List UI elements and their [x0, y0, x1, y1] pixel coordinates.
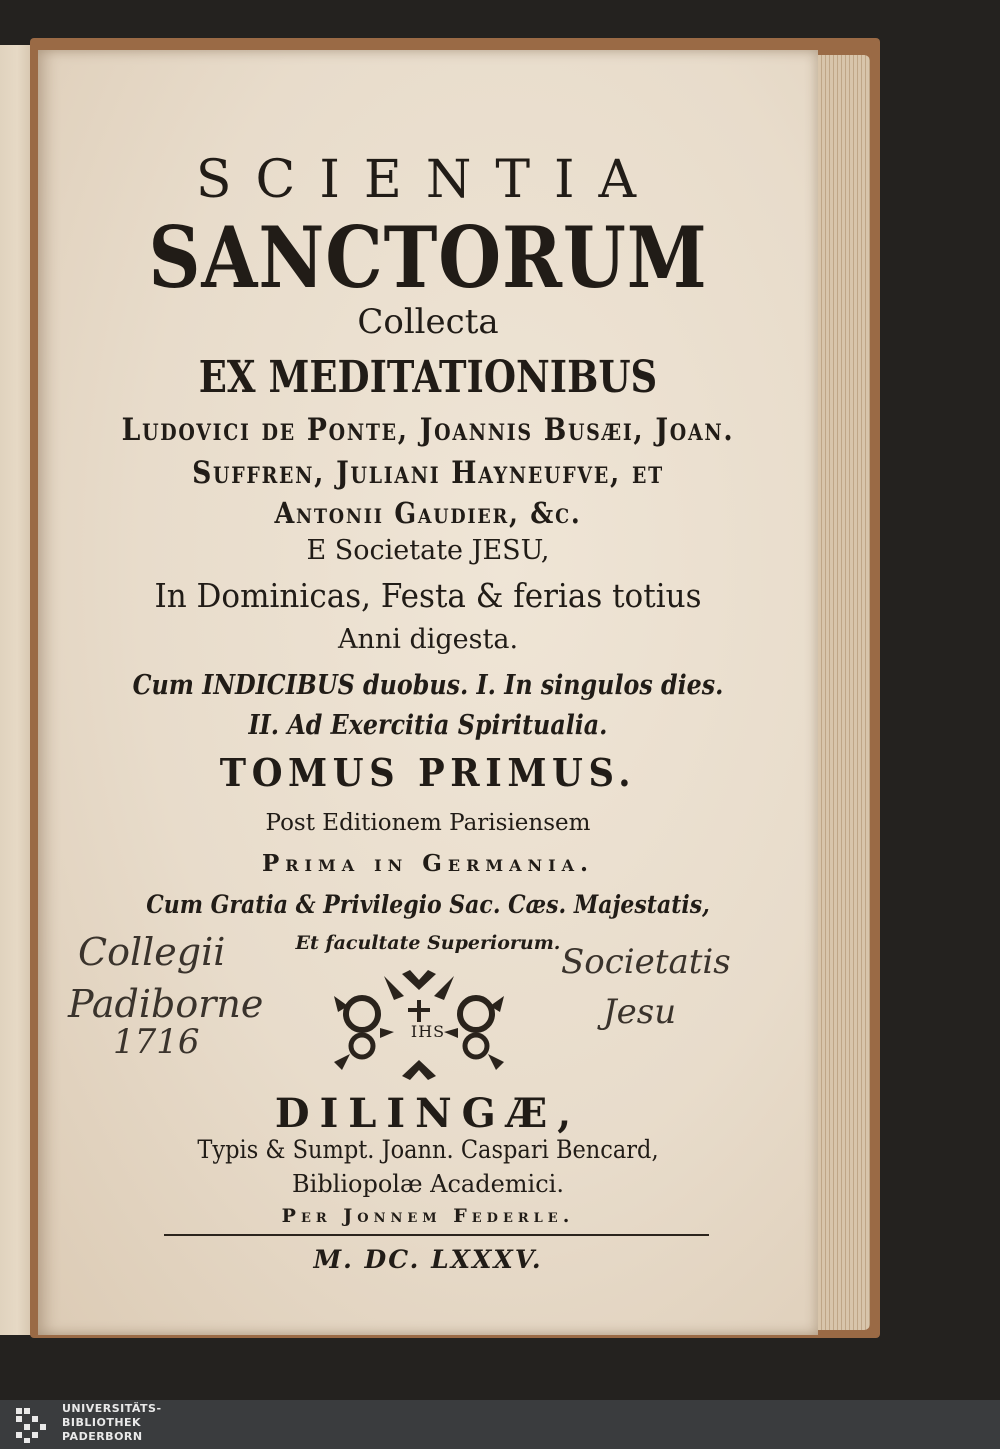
- library-footer-bar: [0, 1400, 1000, 1449]
- library-name: [62, 1402, 162, 1444]
- title-line-meditationibus: EX MEDITATIONIBUS: [198, 352, 658, 403]
- library-name-line-1: UNIVERSITÄTS-: [62, 1402, 162, 1415]
- title-line-scientia: SCIENTIA: [195, 150, 661, 210]
- title-line-collecta: Collecta: [357, 302, 499, 342]
- title-block: [38, 50, 818, 1335]
- printer-line-2: Bibliopolæ Academici.: [292, 1170, 564, 1198]
- handwriting-societatis: Societatis: [561, 942, 731, 982]
- authors-line-2: Suffren, Juliani Hayneufve, et: [192, 455, 664, 491]
- handwriting-jesu: Jesu: [603, 992, 677, 1032]
- year-line: M. DC. LXXXV.: [313, 1245, 543, 1274]
- privilegio-line: Cum Gratia & Privilegio Sac. Cæs. Majestatis,: [146, 890, 710, 919]
- handwriting-year: 1716: [113, 1022, 200, 1062]
- indicibus-line: Cum INDICIBUS duobus. I. In singulos dies.: [132, 670, 724, 701]
- library-name-line-2: BIBLIOTHEK: [62, 1416, 142, 1429]
- authors-line-3: Antonii Gaudier, &c.: [274, 496, 582, 530]
- authors-line-1: Ludovici de Ponte, Joannis Busæi, Joan.: [121, 412, 735, 448]
- title-line-sanctorum: SANCTORUM: [148, 208, 708, 307]
- printer-line-3: Per Jonnem Federle.: [281, 1205, 575, 1227]
- societate-line: E Societate JESU,: [306, 535, 550, 566]
- printer-line-1: Typis & Sumpt. Joann. Caspari Bencard,: [197, 1135, 659, 1164]
- handwriting-collegii: Collegii: [78, 930, 226, 974]
- handwriting-padiborne: Padiborne: [68, 982, 264, 1026]
- title-page: [38, 50, 818, 1335]
- library-logo-icon: [14, 1406, 50, 1444]
- facultate-line: Et facultate Superiorum.: [295, 932, 561, 954]
- emblem-ihs-text: IHS: [410, 1022, 446, 1041]
- tomus-primus: TOMUS PRIMUS.: [219, 750, 637, 795]
- editionem-line: Post Editionem Parisiensem: [265, 810, 591, 836]
- library-name-line-3: PADERBORN: [62, 1430, 143, 1443]
- horizontal-rule: [164, 1234, 709, 1236]
- dominicas-line: In Dominicas, Festa & ferias totius: [154, 576, 702, 615]
- exercitia-line: II. Ad Exercitia Spiritualia.: [248, 710, 608, 741]
- digesta-line: Anni digesta.: [337, 624, 519, 655]
- place-dilingae: DILINGÆ,: [274, 1090, 582, 1137]
- prima-germania-line: Prima in Germania.: [261, 850, 595, 877]
